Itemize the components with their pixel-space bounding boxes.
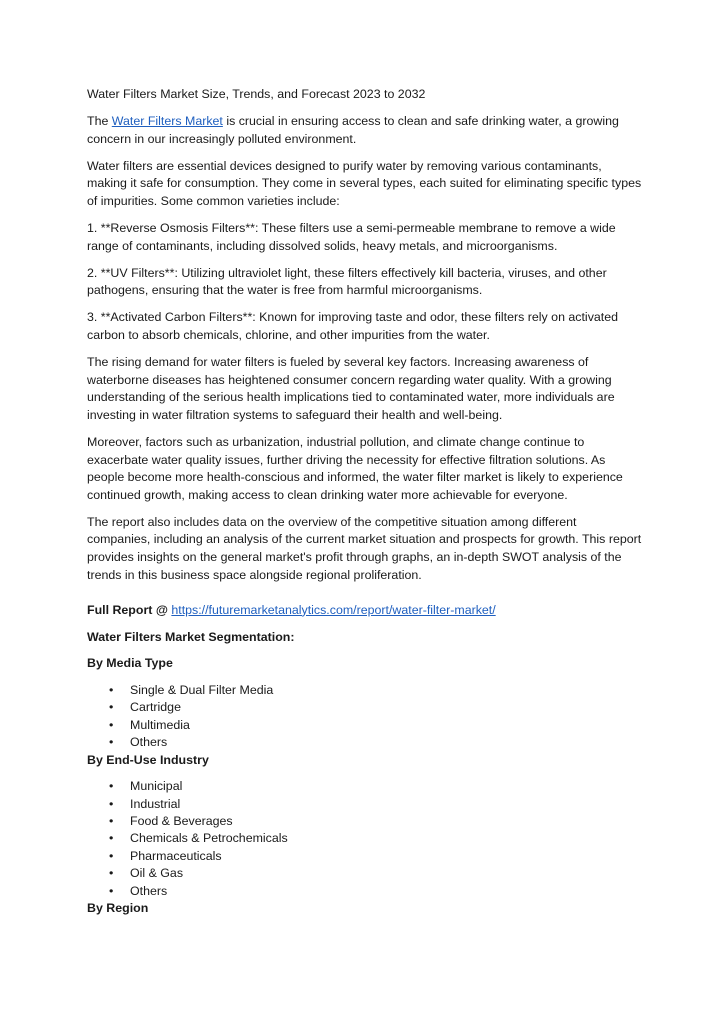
reverse-osmosis-item: 1. **Reverse Osmosis Filters**: These filters use a semi-permeable membrane to remove a wide range of contaminants, including dissolved solids, heavy metals, and microorganisms. bbox=[87, 221, 616, 253]
document-title: Water Filters Market Size, Trends, and Forecast 2023 to 2032 bbox=[87, 87, 426, 101]
list-item-label: Cartridge bbox=[130, 700, 181, 715]
bullet-icon: • bbox=[109, 796, 114, 811]
region-heading: By Region bbox=[87, 901, 149, 916]
list-item-label: Single & Dual Filter Media bbox=[130, 683, 274, 698]
list-item-label: Pharmaceuticals bbox=[130, 848, 222, 863]
list-item bbox=[109, 682, 643, 699]
list-item-label: Municipal bbox=[130, 779, 183, 794]
end-use-heading: By End-Use Industry bbox=[87, 752, 209, 767]
list-item-label: Food & Beverages bbox=[130, 814, 233, 829]
list-item bbox=[109, 796, 643, 813]
bullet-icon: • bbox=[109, 814, 114, 829]
bullet-icon: • bbox=[109, 831, 114, 846]
bullet-icon: • bbox=[109, 866, 114, 881]
types-paragraph: Water filters are essential devices designed to purify water by removing various contaminants, making it safe for consumption. They come in several types, each suited for eliminating specific types of impurities. Some common varieties include: bbox=[87, 158, 642, 208]
list-item bbox=[109, 865, 643, 882]
bullet-icon: • bbox=[109, 683, 114, 698]
full-report-label: Full Report @ bbox=[87, 602, 172, 617]
list-item-label: Multimedia bbox=[130, 717, 190, 732]
list-item-label: Oil & Gas bbox=[130, 866, 184, 881]
list-item bbox=[109, 778, 643, 795]
intro-text-before: The bbox=[87, 114, 112, 129]
list-item bbox=[109, 699, 643, 716]
uv-filters-item: 2. **UV Filters**: Utilizing ultraviolet light, these filters effectively kill bacteria, viruses, and other pathogens, ensuring that the water is free from harmful microorganisms. bbox=[87, 265, 607, 298]
bullet-icon: • bbox=[109, 717, 114, 732]
list-item-label: Industrial bbox=[130, 796, 181, 811]
bullet-icon: • bbox=[109, 700, 114, 715]
full-report-link[interactable]: https://futuremarketanalytics.com/report/water-filter-market/ bbox=[171, 602, 496, 617]
demand-paragraph: The rising demand for water filters is fueled by several key factors. Increasing awareness of waterborne diseases has heightened consumer concern regarding water quality. With a growing understanding of the serious health implications tied to contaminated water, more individuals are investing in water filtration systems to safeguard their health and well-being. bbox=[87, 355, 615, 422]
media-type-heading: By Media Type bbox=[87, 656, 173, 671]
list-item bbox=[109, 883, 643, 900]
water-filters-market-link[interactable]: Water Filters Market bbox=[111, 114, 223, 129]
moreover-paragraph: Moreover, factors such as urbanization, industrial pollution, and climate change continue to exacerbate water quality issues, further driving the necessity for effective filtration solutions. As people become more health-conscious and informed, the water filter market is likely to experience continued growth, making access to clean drinking water more achievable for everyone. bbox=[87, 435, 623, 502]
end-use-list bbox=[87, 778, 643, 900]
full-report-line bbox=[87, 602, 643, 620]
intro-text-after: is crucial in ensuring access to clean and safe drinking water, a growing concern in our increasingly polluted environment. bbox=[87, 114, 619, 146]
bullet-icon: • bbox=[109, 883, 114, 898]
list-item bbox=[109, 830, 643, 847]
intro-paragraph bbox=[87, 113, 643, 148]
bullet-icon: • bbox=[109, 735, 114, 750]
report-paragraph: The report also includes data on the overview of the competitive situation among different companies, including an analysis of the current market situation and prospects for growth. This report provides insights on the general market's profit through graphs, an in-depth SWOT analysis of the trends in this business space alongside regional proliferation. bbox=[87, 514, 642, 582]
list-item bbox=[109, 813, 643, 830]
document-page bbox=[87, 86, 643, 918]
list-item bbox=[109, 734, 643, 751]
activated-carbon-item: 3. **Activated Carbon Filters**: Known for improving taste and odor, these filters rely on activated carbon to absorb chemicals, chlorine, and other impurities from the water. bbox=[87, 310, 619, 343]
section-spacer bbox=[87, 594, 643, 602]
media-type-list bbox=[87, 682, 643, 752]
list-item bbox=[109, 717, 643, 734]
bullet-icon: • bbox=[109, 779, 114, 794]
list-item-label: Others bbox=[130, 883, 168, 898]
list-item bbox=[109, 848, 643, 865]
bullet-icon: • bbox=[109, 848, 114, 863]
list-item-label: Others bbox=[130, 735, 168, 750]
segmentation-heading: Water Filters Market Segmentation: bbox=[87, 629, 295, 644]
list-item-label: Chemicals & Petrochemicals bbox=[130, 831, 288, 846]
